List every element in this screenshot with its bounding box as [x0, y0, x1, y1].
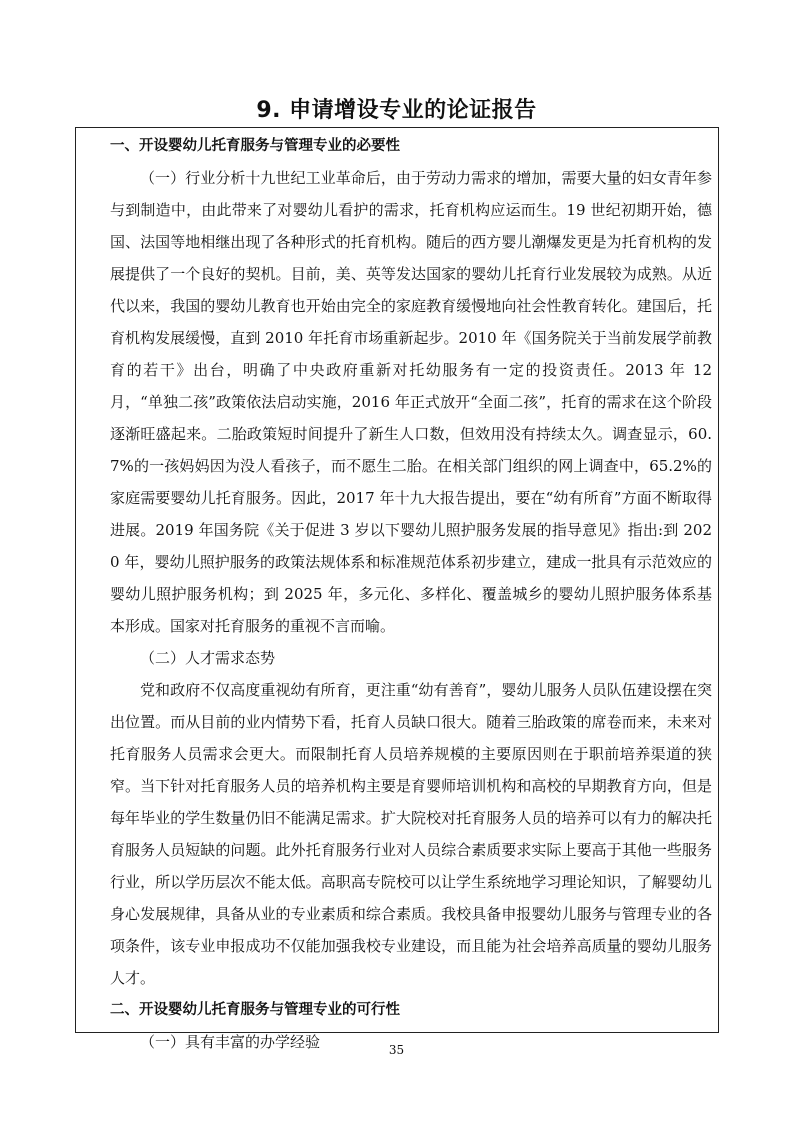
section2-subheading-experience: （一）具有丰富的办学经验	[140, 1033, 321, 1051]
section1-paragraph-talent-demand: 党和政府不仅高度重视幼有所育，更注重“幼有善育”，婴幼儿服务人员队伍建设摆在突出位置。而从目前的业内情势下看，托育人员缺口很大。随着三胎政策的席卷而来，未来对托育服务人员需求会更大。而限制托育人员培养规模的主要原因则在于职前培养渠道的狭窄。当下针对托育服务人员的培养机构主要是育婴师培训机构和高校的早期教育方向，但是每年毕业的学生数量仍旧不能满足需求。扩大院校对托育服务人员的培养可以有力的解决托育服务人员短缺的问题。此外托育服务行业对人员综合素质要求实际上要高于其他一些服务行业，所以学历层次不能太低。高职高专院校可以让学生系统地学习理论知识，了解婴幼儿身心发展规律，具备从业的专业素质和综合素质。我校具备申报婴幼儿服务与管理专业的各项条件，该专业申报成功不仅能加强我校专业建设，而且能为社会培养高质量的婴幼儿服务人才。	[110, 681, 712, 987]
section1-paragraph-industry-analysis: （一）行业分析十九世纪工业革命后，由于劳动力需求的增加，需要大量的妇女青年参与到制造中，由此带来了对婴幼儿看护的需求，托育机构应运而生。19 世纪初期开始，德国、法国等地相继出现了各种形式的托育机构。随后的西方婴儿潮爆发更是为托育机构的发展提供了一个良好的契机。目前，美、英等发达国家的婴幼儿托育行业发展较为成熟。从近代以来，我国的婴幼儿教育也开始由完全的家庭教育缓慢地向社会性教育转化。建国后，托育机构发展缓慢，直到 2010 年托育市场重新起步。2010 年《国务院关于当前发展学前教育的若干》出台，明确了中央政府重新对托幼服务有一定的投资责任。2013 年 12 月，“单独二孩”政策依法启动实施，2016 年正式放开“全面二孩”，托育的需求在这个阶段逐渐旺盛起来。二胎政策短时间提升了新生人口数，但效用没有持续太久。调查显示，60.7%的一孩妈妈因为没人看孩子，而不愿生二胎。在相关部门组织的网上调查中，65.2%的家庭需要婴幼儿托育服务。因此，2017 年十九大报告提出，要在“幼有所育”方面不断取得进展。2019 年国务院《关于促进 3 岁以下婴幼儿照护服务发展的指导意见》指出:到 2020 年，婴幼儿照护服务的政策法规体系和标准规范体系初步建立，建成一批具有示范效应的婴幼儿照护服务机构；到 2025 年，多元化、多样化、覆盖城乡的婴幼儿照护服务体系基本形成。国家对托育服务的重视不言而喻。	[110, 169, 712, 635]
section1-heading: 一、开设婴幼儿托育服务与管理专业的必要性	[110, 138, 400, 154]
document-title: 9. 申请增设专业的论证报告	[256, 98, 537, 123]
report-body	[110, 130, 712, 1058]
section2-heading: 二、开设婴幼儿托育服务与管理专业的可行性	[110, 1002, 400, 1018]
page-number: 35	[388, 1043, 405, 1057]
section1-subheading-talent-demand: （二）人才需求态势	[140, 649, 276, 667]
